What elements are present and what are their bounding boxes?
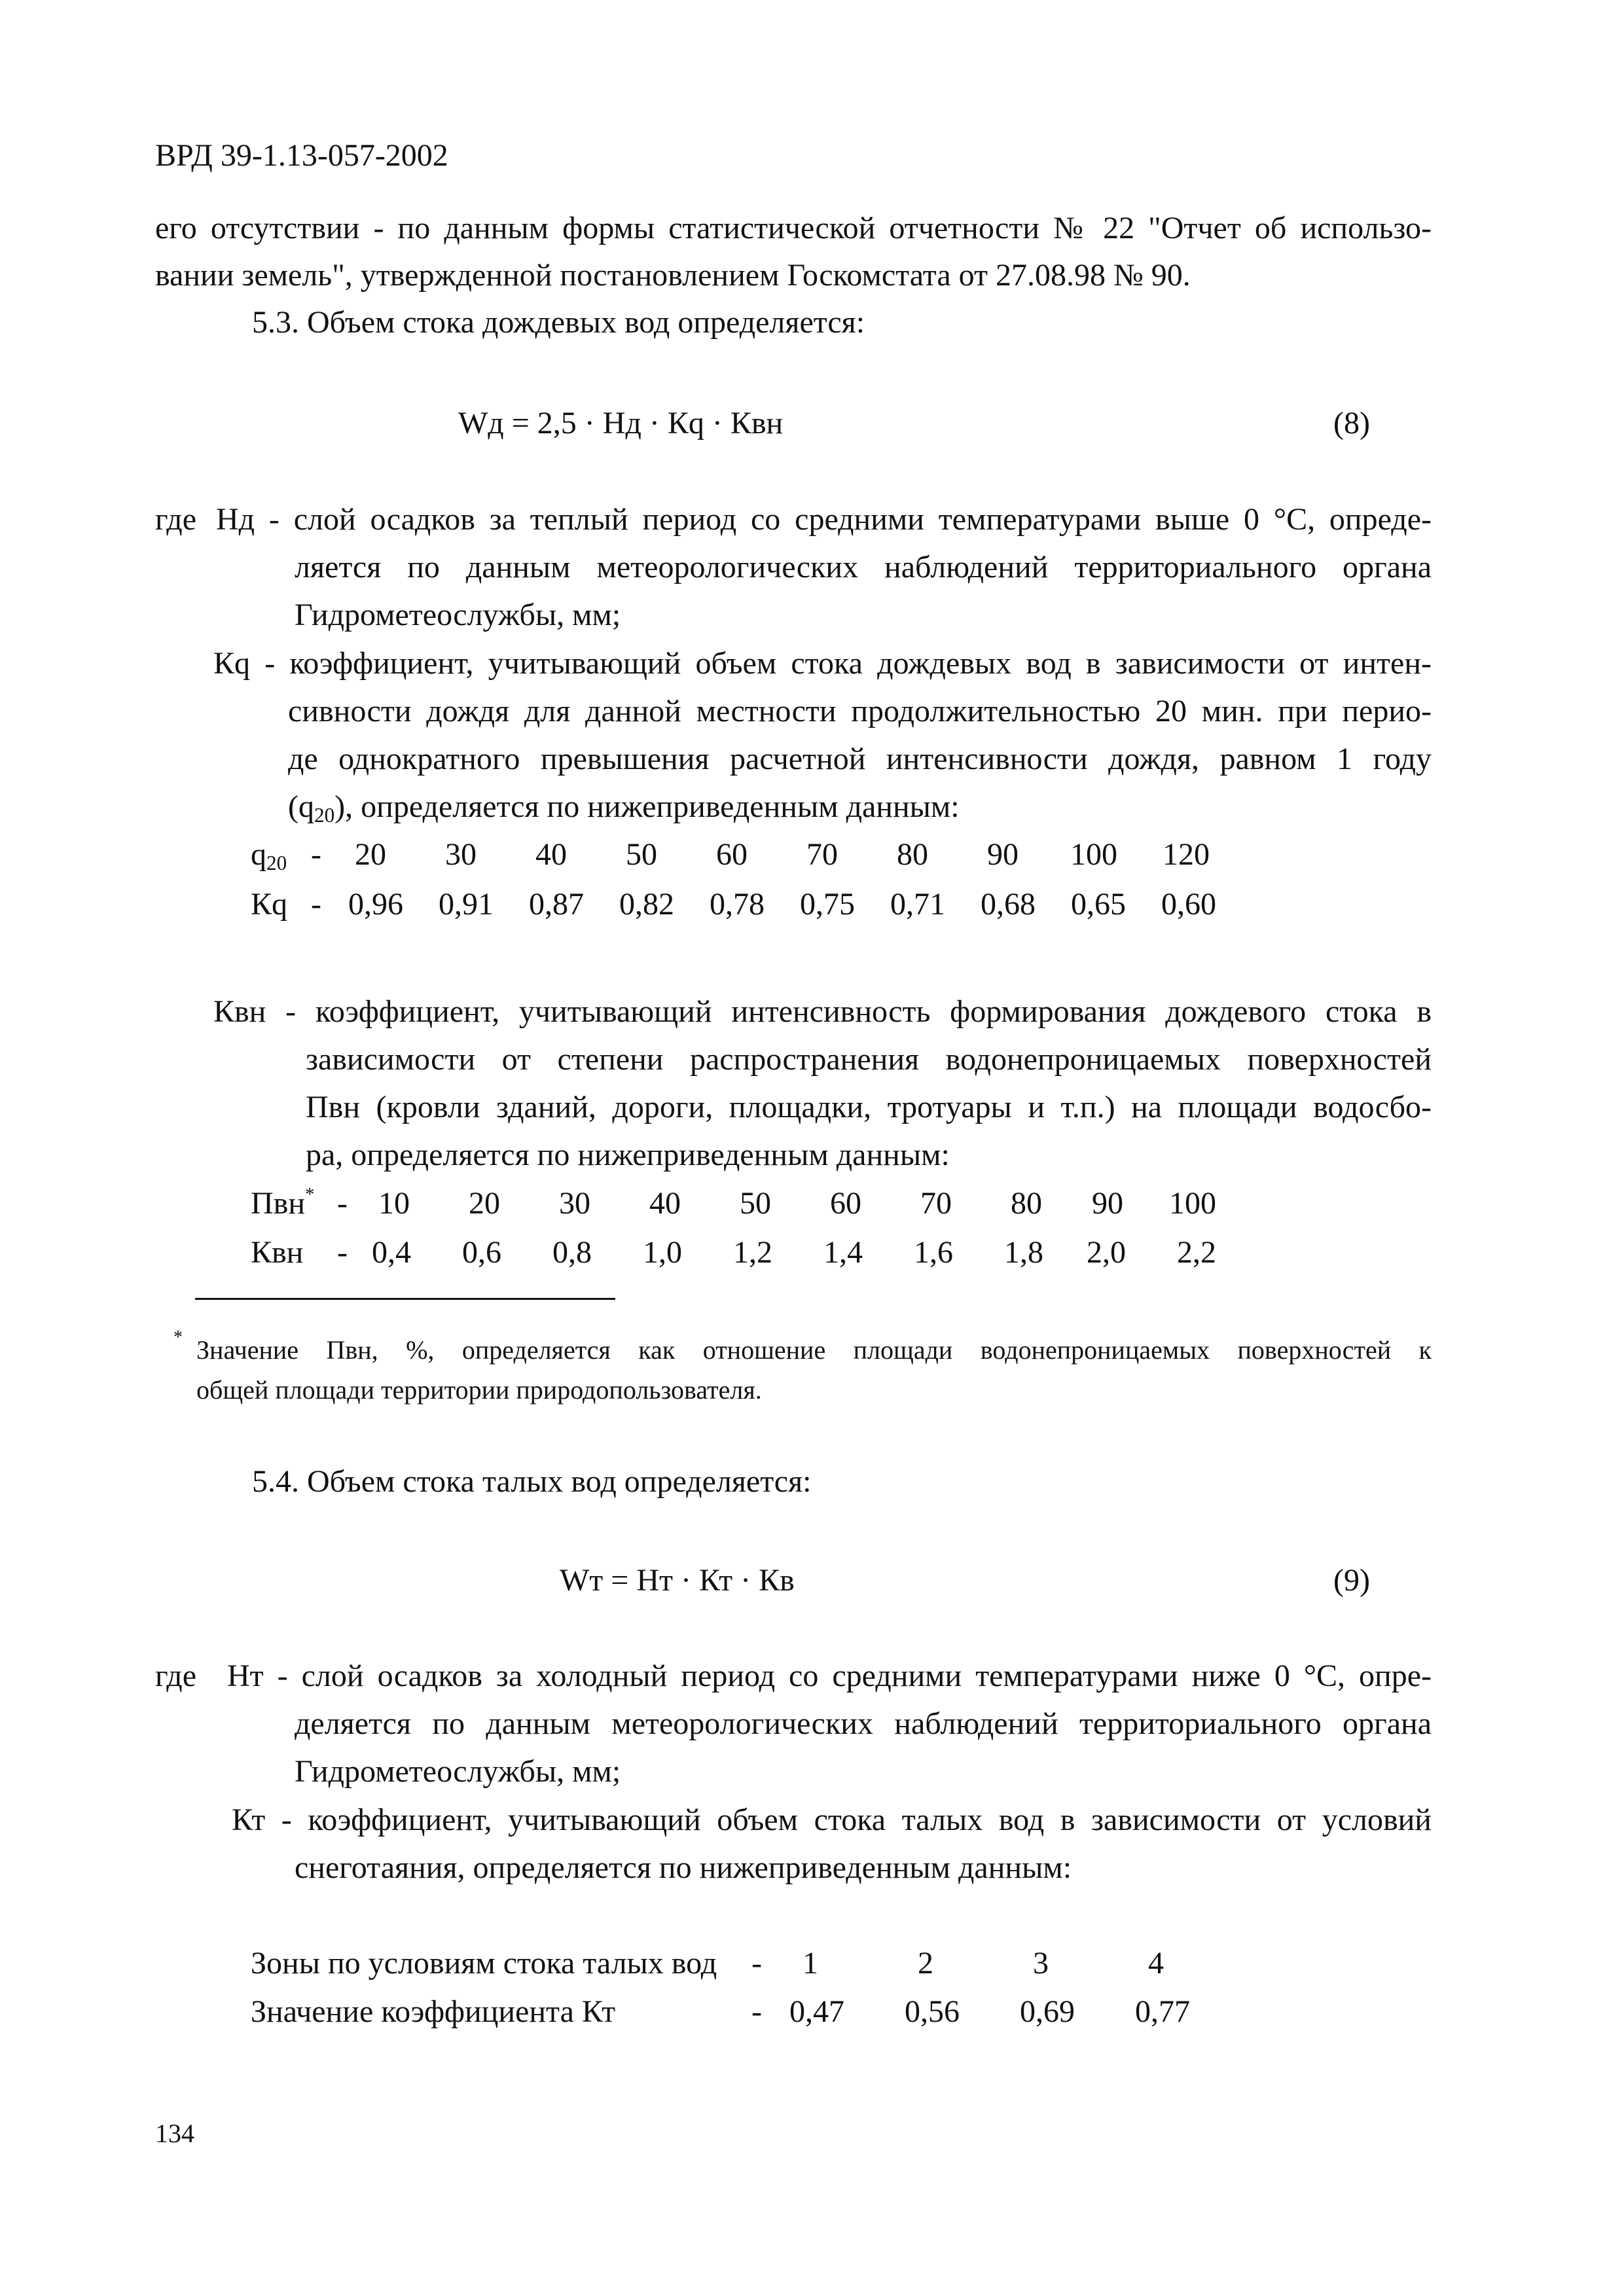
kvn-definition-line-4: ра, определяется по нижеприведенным данным: [306,1138,950,1172]
kq-value: 0,65 [1071,887,1126,922]
q20-row-dash: - [311,837,321,872]
where-label: где [155,502,197,537]
kq-definition-line-1: Кq - коэффициент, учитывающий объем стока дождевых вод в зависимости от интен- [213,646,1432,681]
section-5-3-heading: 5.3. Объем стока дождевых вод определяется: [252,305,865,340]
kq-value: 0,87 [529,887,584,922]
kvn-value: 2,2 [1177,1235,1216,1270]
pvn-value: 80 [1011,1186,1042,1221]
pvn-value: 30 [559,1186,590,1221]
footnote-marker: * [305,1183,315,1205]
kt-row-dash: - [751,1994,762,2029]
nt-definition-line-3: Гидрометеослужбы, мм; [295,1754,621,1789]
q20-value: 50 [626,837,657,872]
pvn-value: 50 [740,1186,771,1221]
kt-definition-line-1: Кт - коэффициент, учитывающий объем стока талых вод в зависимости от условий [232,1803,1432,1837]
kq-value: 0,60 [1161,887,1216,922]
zone-value: 1 [803,1946,818,1981]
kvn-value: 1,8 [1004,1235,1043,1270]
kvn-row-dash: - [337,1235,348,1270]
pvn-value: 20 [469,1186,500,1221]
document-code-header: ВРД 39-1.13-057-2002 [155,138,448,173]
kq-row-label: Кq [251,887,288,922]
q20-value: 120 [1163,837,1210,872]
pvn-value: 90 [1092,1186,1123,1221]
kq-value: 0,78 [710,887,765,922]
pvn-row-dash: - [337,1186,348,1221]
kq-value: 0,71 [890,887,945,922]
kt-value: 0,77 [1135,1994,1190,2029]
q20-value: 100 [1070,837,1117,872]
pvn-value: 70 [920,1186,952,1221]
kvn-value: 1,4 [823,1235,863,1270]
q20-value: 80 [897,837,928,872]
formula-9: Wт = Нт · Кт · Кв [560,1563,795,1598]
zones-row-dash: - [751,1946,762,1981]
kt-row-label: Значение коэффициента Кт [251,1994,616,2029]
kq-definition-line-4: $(q_{20})$, определяется по нижеприведенным данным: [288,789,960,827]
kt-definition-line-2: снеготаяния, определяется по нижеприведенным данным: [295,1850,1072,1885]
q20-value: 70 [806,837,838,872]
nd-definition-line-2: ляется по данным метеорологических наблюдений территориального органа [295,550,1432,584]
nd-definition-line-3: Гидрометеослужбы, мм; [295,598,621,632]
q20-value: 40 [535,837,567,872]
kvn-value: 2,0 [1087,1235,1126,1270]
zones-row-label: Зоны по условиям стока талых вод [251,1946,717,1981]
kt-value: 0,56 [905,1994,960,2029]
nt-definition-line-1: Нт - слой осадков за холодный период со средними температурами ниже 0 °С, опре- [227,1659,1432,1693]
q20-value: 90 [987,837,1019,872]
kvn-definition-line-1: Квн - коэффициент, учитывающий интенсивность формирования дождевого стока в [213,994,1432,1029]
formula-8-number: (8) [1333,406,1370,440]
kt-value: 0,47 [789,1994,844,2029]
nd-definition-line-1: Нд - слой осадков за теплый период со средними температурами выше 0 °С, опреде- [216,502,1432,537]
formula-9-number: (9) [1333,1563,1370,1598]
kq-value: 0,82 [619,887,674,922]
intro-line-1: его отсутствии - по данным формы статистической отчетности № 22 "Отчет об использо- [155,211,1432,245]
pvn-value: 60 [830,1186,861,1221]
kvn-definition-line-2: зависимости от степени распространения водонепроницаемых поверхностей [306,1042,1432,1077]
kvn-row-label: Квн [251,1235,304,1270]
kq-row-dash: - [311,887,321,922]
zone-value: 4 [1148,1946,1164,1981]
pvn-row-label: Пвн* [251,1183,315,1221]
footnote-line-1: Значение Пвн, %, определяется как отношение площади водонепроницаемых поверхностей к [196,1335,1432,1365]
kq-value: 0,91 [439,887,494,922]
kq-definition-line-2: сивности дождя для данной местности продолжительностью 20 мин. при перио- [288,694,1432,728]
kq-value: 0,96 [348,887,403,922]
kvn-value: 0,8 [552,1235,592,1270]
where-label: где [155,1659,197,1693]
footnote-mark: * [173,1327,183,1348]
kvn-definition-line-3: Пвн (кровли зданий, дороги, площадки, тротуары и т.п.) на площади водосбо- [306,1090,1432,1124]
kvn-value: 1,2 [733,1235,772,1270]
q20-value: 60 [716,837,748,872]
q20-row-label: $q_{20}$ [251,837,287,874]
zone-value: 3 [1033,1946,1049,1981]
nt-definition-line-2: деляется по данным метеорологических наблюдений территориального органа [295,1706,1432,1741]
pvn-value: 40 [649,1186,681,1221]
kq-definition-line-3: де однократного превышения расчетной интенсивности дождя, равном 1 году [288,742,1432,776]
kvn-value: 1,6 [914,1235,953,1270]
kq-value: 0,68 [981,887,1036,922]
q20-value: 30 [445,837,477,872]
kt-value: 0,69 [1020,1994,1075,2029]
zone-value: 2 [918,1946,933,1981]
pvn-value: 100 [1169,1186,1216,1221]
formula-8: Wд = 2,5 · Нд · Кq · Квн [458,406,784,440]
section-5-4-heading: 5.4. Объем стока талых вод определяется: [252,1464,812,1499]
kvn-value: 1,0 [643,1235,682,1270]
footnote-line-2: общей площади территории природопользователя. [196,1375,762,1405]
kq-value: 0,75 [800,887,855,922]
pvn-value: 10 [378,1186,410,1221]
q20-value: 20 [355,837,386,872]
footnote-separator [195,1298,615,1300]
kvn-value: 0,4 [372,1235,411,1270]
page-number: 134 [155,2119,194,2148]
intro-line-2: вании земель", утвержденной постановлением Госкомстата от 27.08.98 № 90. [155,258,1191,293]
kvn-value: 0,6 [462,1235,501,1270]
